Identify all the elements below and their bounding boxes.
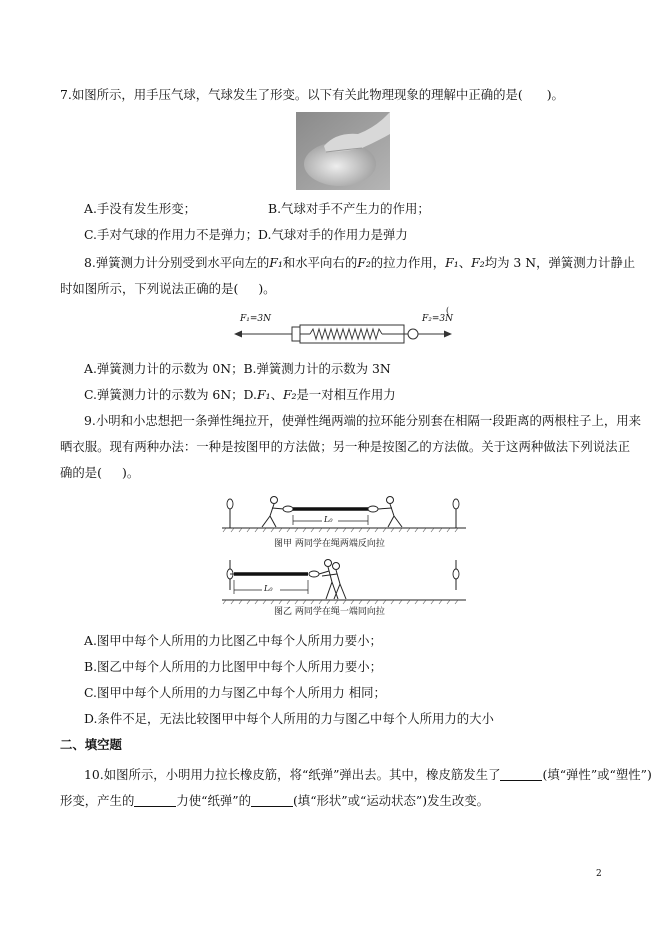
q7-stem [60, 86, 564, 104]
q8-f1: F₁ [445, 255, 459, 270]
q7-stem-text: 7.如图所示，用手压气球，气球发生了形变。以下有关此物理现象的理解中正确的是( [60, 87, 523, 102]
balloon-photo [296, 112, 390, 190]
q8-option-text: C.弹簧测力计的示数为 6N；D. [84, 387, 257, 402]
q7-option-b: B.气球对手不产生力的作用； [268, 201, 430, 216]
q8-text: 时如图所示，下列说法正确的是( [60, 281, 239, 296]
f2-label: F₂=3N [422, 314, 453, 324]
q8-sep: 、 [270, 387, 283, 402]
q7-options-ab [84, 200, 430, 218]
q8-f1: F₁ [256, 387, 271, 402]
q8-options-cd [84, 386, 396, 404]
q8-f2: F₂ [471, 255, 485, 270]
q7-option-a: A.手没有发生形变； [84, 201, 197, 216]
q8-option-text: 是一对相互作用力 [296, 387, 396, 402]
f1-label: F₁=3N [240, 314, 271, 324]
q10-line1 [84, 766, 652, 784]
q10-text: 力使“纸弹”的 [176, 793, 251, 808]
length-label-bottom: L₀ [264, 584, 273, 593]
figure-mark: ( [446, 306, 450, 315]
q8-options-ab: A.弹簧测力计的示数为 0N；B.弹簧测力计的示数为 3N [84, 361, 391, 376]
answer-blank[interactable] [251, 794, 293, 807]
q9-option-d: D.条件不足，无法比较图甲中每个人所用的力与图乙中每个人所用力的大小 [84, 711, 494, 726]
spring-scale-figure [232, 306, 454, 352]
q8-text: 8.弹簧测力计分别受到水平向左的 [84, 255, 270, 270]
q9-stem-line2: 晒衣服。现有两种办法：一种是按图甲的方法做；另一种是按图乙的方法做。关于这两种做法下列说法正 [60, 439, 630, 454]
q10-line2 [60, 792, 489, 810]
length-label-top: L₀ [324, 515, 333, 524]
q8-f2: F₂ [357, 255, 371, 270]
q8-text: 均为 3 N，弹簧测力计静止 [484, 255, 636, 270]
q8-f2: F₂ [282, 387, 297, 402]
q9-option-a: A.图甲中每个人所用的力比图乙中每个人所用力要小； [84, 633, 382, 648]
q9-option-c: C.图甲中每个人所用的力与图乙中每个人所用力 相同； [84, 685, 386, 700]
q8-text: )。 [258, 281, 276, 296]
q9-stem-line3 [60, 464, 139, 482]
answer-blank[interactable] [500, 768, 542, 781]
figure-b-caption: 图乙 两同学在绳一端同向拉 [274, 607, 385, 617]
q9-option-b: B.图乙中每个人所用的力比图甲中每个人所用力要小； [84, 659, 383, 674]
q10-text: 10.如图所示，小明用力拉长橡皮筋，将“纸弹”弹出去。其中，橡皮筋发生了 [84, 767, 501, 782]
q9-text: 确的是( [60, 465, 103, 480]
q8-sep: 、 [458, 255, 472, 270]
figure-a-caption: 图甲 两同学在绳两端反向拉 [274, 539, 385, 549]
q10-text: (填“弹性”或“塑性”) [542, 767, 652, 782]
q8-text: 的拉力作用， [370, 255, 446, 270]
q8-stem-line2 [60, 280, 276, 298]
q9-text: )。 [122, 465, 140, 480]
q9-stem-line1: 9.小明和小忠想把一条弹性绳拉开，使弹性绳两端的拉环能分别套在相隔一段距离的两根柱子上，用来 [84, 413, 642, 428]
q7-stem-end: )。 [546, 87, 564, 102]
q10-text: (填“形状”或“运动状态”)发生改变。 [292, 793, 490, 808]
q7-options-cd: C.手对气球的作用力不是弹力；D.气球对手的作用力是弹力 [84, 227, 408, 242]
page-number: 2 [596, 869, 602, 879]
q8-f1: F₁ [269, 255, 283, 270]
rope-pull-figure [222, 494, 466, 618]
answer-blank[interactable] [134, 794, 176, 807]
q8-text: 和水平向右的 [282, 255, 358, 270]
q10-text: 形变，产生的 [60, 793, 135, 808]
q8-stem-line1 [84, 254, 635, 272]
section-title: 二、填空题 [60, 737, 122, 752]
